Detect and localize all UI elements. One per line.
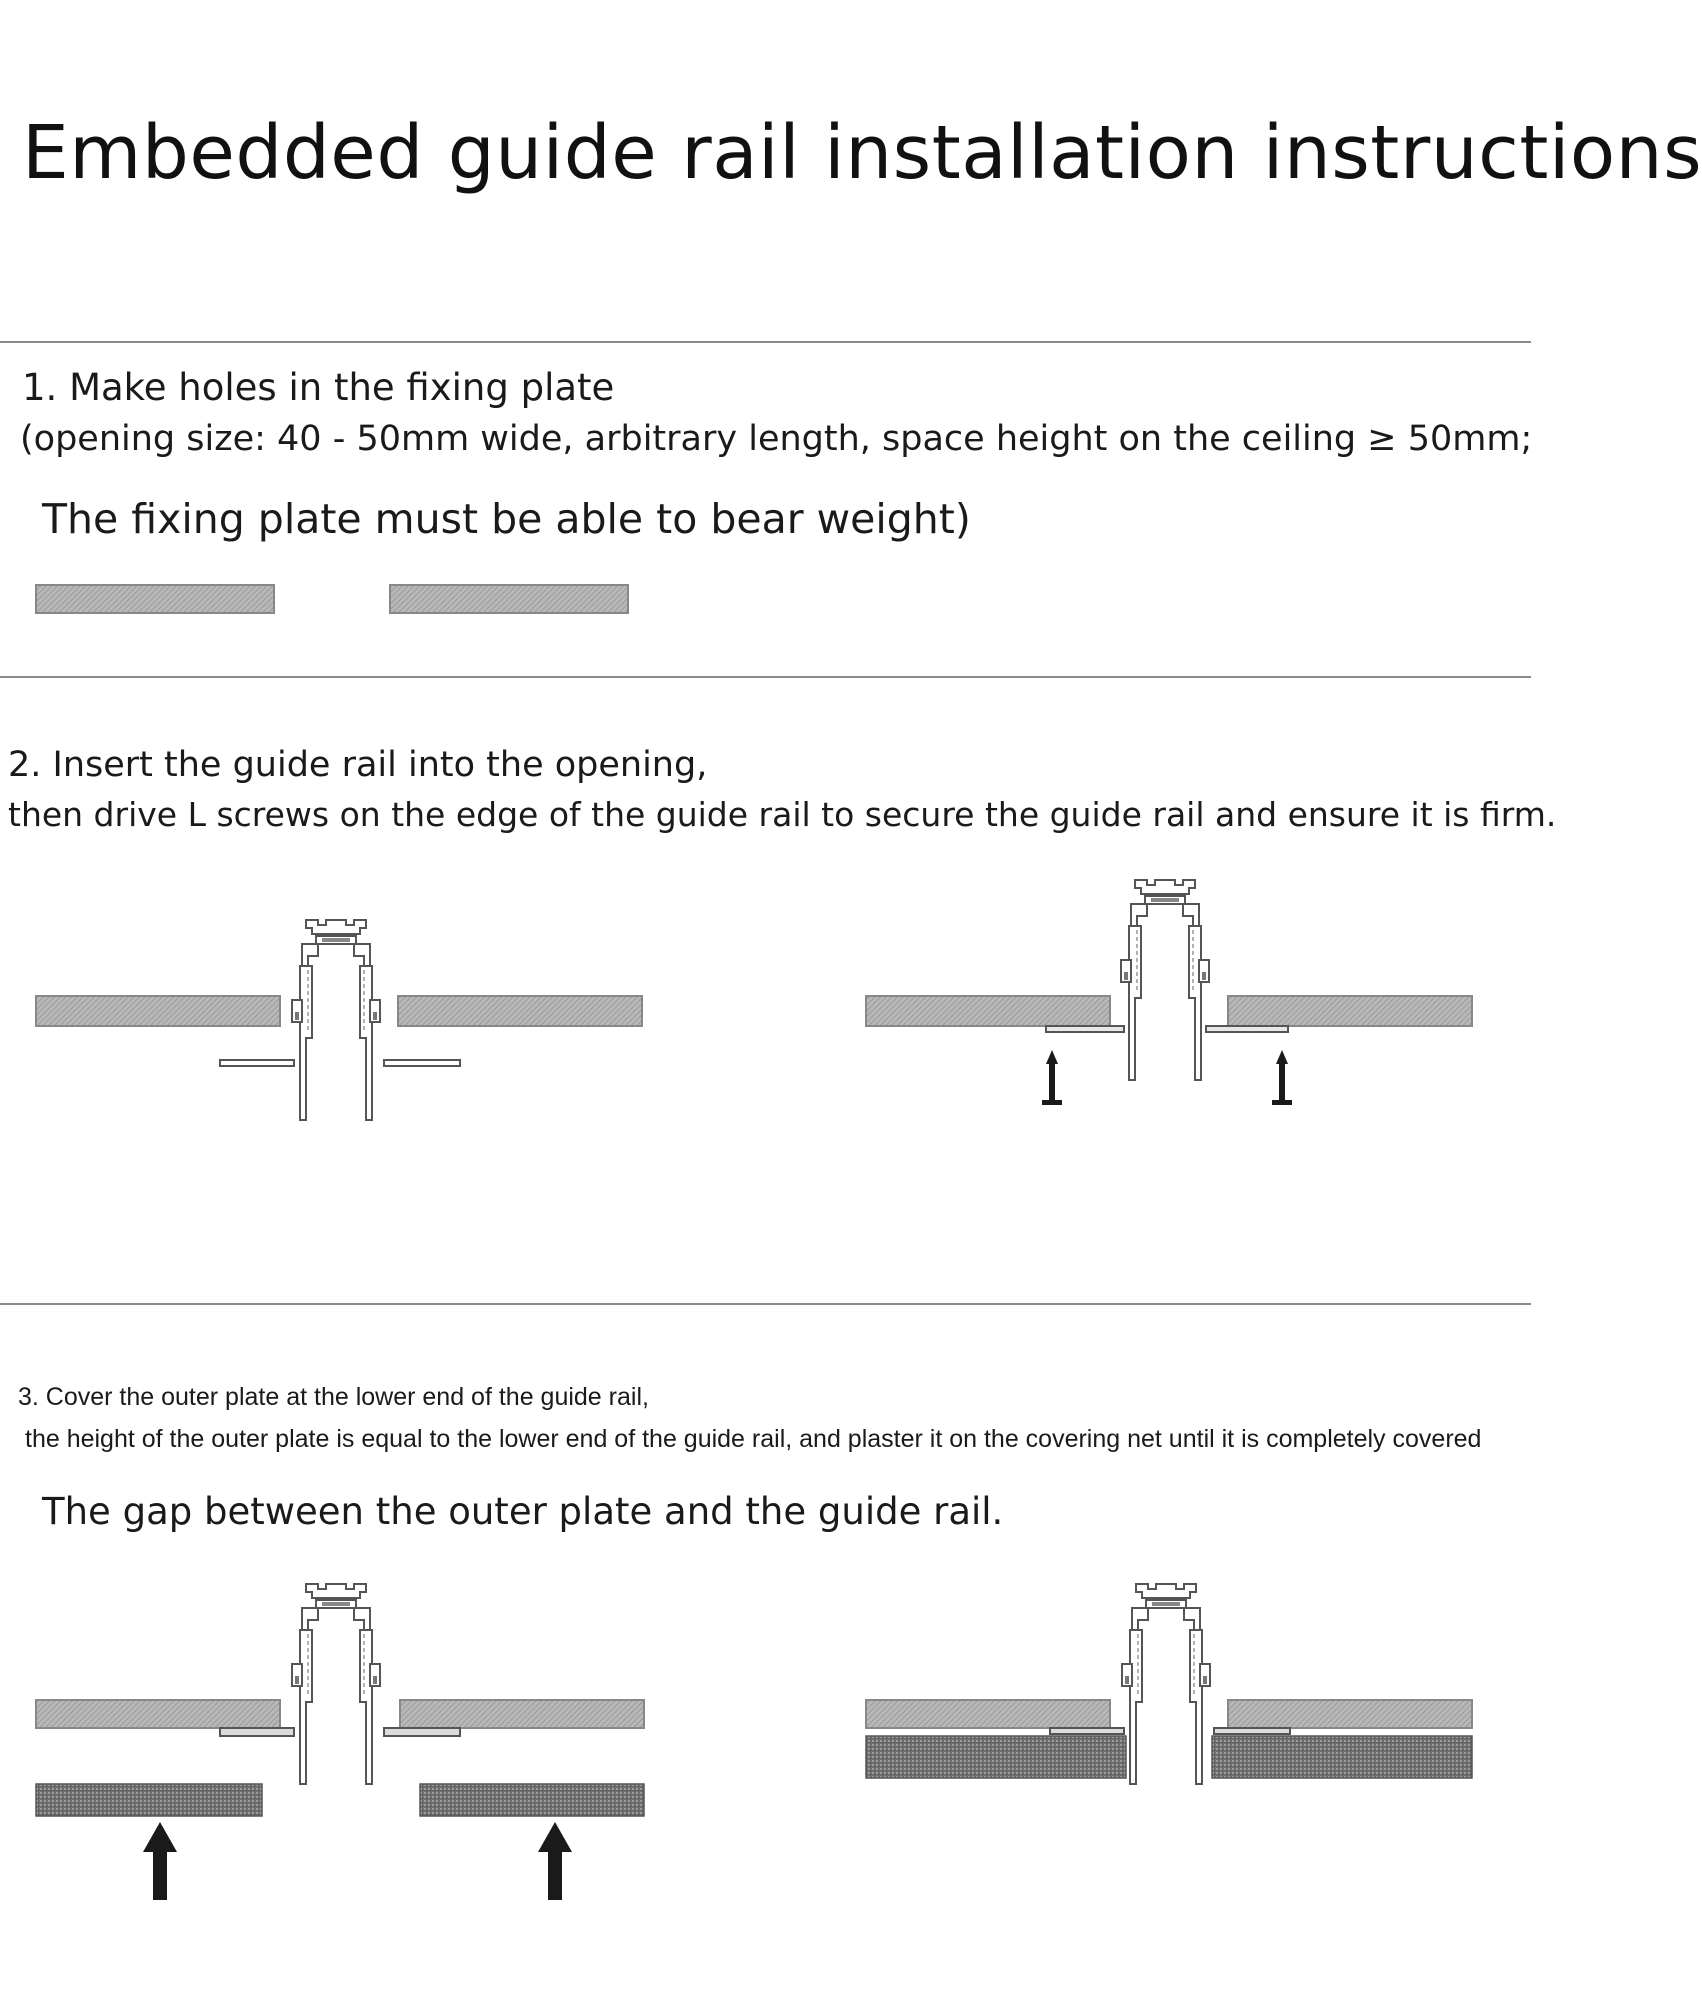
fixing-plate-left xyxy=(866,996,1110,1026)
fixing-plate-left xyxy=(866,1700,1110,1728)
fixing-plate-left xyxy=(36,585,274,613)
fixing-plate-right xyxy=(1228,1700,1472,1728)
step3-gap-note: The gap between the outer plate and the guide rail. xyxy=(42,1490,1004,1533)
up-arrow-icon xyxy=(143,1822,177,1900)
step3-heading: 3. Cover the outer plate at the lower end of the guide rail, xyxy=(18,1383,649,1411)
outer-plate-left xyxy=(866,1736,1126,1778)
fixing-plate-right xyxy=(398,996,642,1026)
outer-plate-right xyxy=(420,1784,644,1816)
step2-heading: 2. Insert the guide rail into the opening, xyxy=(8,745,708,785)
screw-icon xyxy=(1042,1050,1062,1105)
step1-weight-note: The fixing plate must be able to bear weight) xyxy=(42,495,971,543)
fixing-plate-right xyxy=(1228,996,1472,1026)
step3-left-diagram xyxy=(36,1584,644,1900)
page-title: Embedded guide rail installation instructions xyxy=(22,110,1702,196)
screw-icon xyxy=(1272,1050,1292,1105)
step3-right-diagram xyxy=(866,1584,1472,1784)
outer-plate-left xyxy=(36,1784,262,1816)
step2-figure xyxy=(0,870,1531,1130)
step1-heading: 1. Make holes in the fixing plate xyxy=(22,366,615,409)
fixing-plate-left xyxy=(36,996,280,1026)
outer-plate-right xyxy=(1212,1736,1472,1778)
step1-figure xyxy=(0,575,1531,655)
step2-right-diagram xyxy=(866,880,1472,1105)
divider-2 xyxy=(0,676,1531,678)
step3-description: the height of the outer plate is equal to the lower end of the guide rail, and plaster it on the covering net until it is completely covered xyxy=(25,1425,1482,1453)
up-arrow-icon xyxy=(538,1822,572,1900)
divider-3 xyxy=(0,1303,1531,1305)
divider-1 xyxy=(0,341,1531,343)
fixing-plate-left xyxy=(36,1700,280,1728)
step1-opening-size: (opening size: 40 - 50mm wide, arbitrary length, space height on the ceiling ≥ 50mm; xyxy=(20,419,1533,459)
step3-figure xyxy=(0,1580,1531,1920)
step2-description: then drive L screws on the edge of the guide rail to secure the guide rail and ensure it is firm. xyxy=(8,795,1557,834)
fixing-plate-right xyxy=(390,585,628,613)
step2-left-diagram xyxy=(36,920,642,1120)
fixing-plate-right xyxy=(400,1700,644,1728)
